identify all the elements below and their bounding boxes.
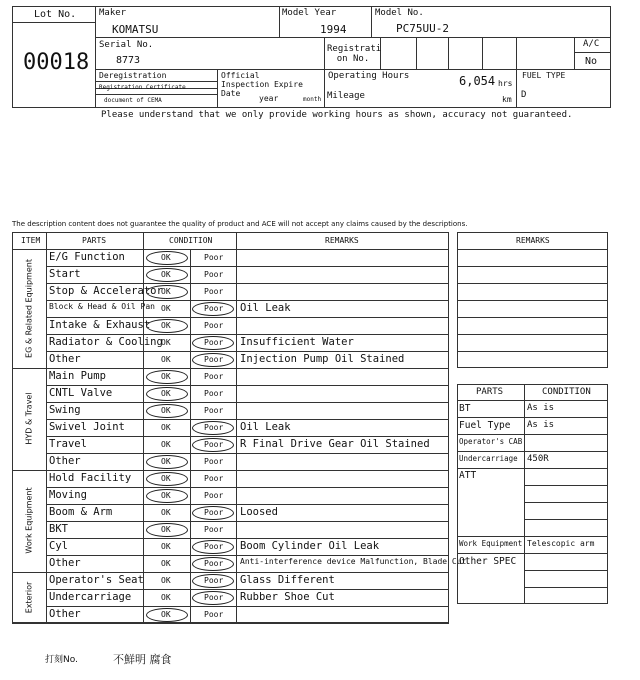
header-divider: [371, 6, 372, 37]
ok-label: OK: [161, 406, 171, 415]
header-divider: [279, 6, 280, 37]
poor-label: Poor: [204, 593, 224, 602]
ok-label: OK: [161, 304, 171, 313]
ok-label: OK: [161, 491, 171, 500]
poor-label: Poor: [204, 253, 224, 262]
parts-line: [457, 451, 608, 452]
dereg-label: Deregistration: [99, 71, 167, 80]
ok-label: OK: [161, 253, 171, 262]
footer-value: 不鮮明 腐食: [113, 653, 172, 666]
parts-line: [457, 536, 608, 537]
part-name: Block & Head & Oil Pan: [49, 302, 155, 311]
ok-selected-mark: [146, 472, 188, 486]
group-label: Exterior: [24, 581, 34, 613]
fuel-type-value: D: [521, 90, 527, 100]
header-divider: [516, 37, 517, 69]
header-divider: [516, 69, 517, 108]
poor-label: Poor: [204, 338, 224, 347]
poor-label: Poor: [204, 389, 224, 398]
ok-label: OK: [161, 593, 171, 602]
part-name: Start: [49, 268, 81, 280]
poor-selected-mark: [192, 540, 234, 554]
poor-label: Poor: [204, 287, 224, 296]
ok-selected-mark: [146, 404, 188, 418]
poor-selected-mark: [192, 506, 234, 520]
header-divider: [95, 81, 217, 82]
lot-label: Lot No.: [34, 9, 77, 20]
header-divider: [217, 69, 218, 108]
ok-selected-mark: [146, 489, 188, 503]
remark-text: Injection Pump Oil Stained: [240, 353, 405, 365]
ok-label: OK: [161, 440, 171, 449]
ok-selected-mark: [146, 455, 188, 469]
right-part-name: Operator's CAB: [459, 437, 523, 446]
ok-label: OK: [161, 287, 171, 296]
remarks-line: [457, 300, 608, 301]
ok-selected-mark: [146, 319, 188, 333]
poor-label: Poor: [204, 525, 224, 534]
table-line: [46, 300, 449, 301]
table-line: [46, 606, 449, 607]
ok-label: OK: [161, 542, 171, 551]
ok-label: OK: [161, 457, 171, 466]
serial-value: 8773: [116, 55, 141, 66]
parts-col-header: PARTS: [476, 387, 504, 397]
poor-label: Poor: [204, 576, 224, 585]
poor-label: Poor: [204, 304, 224, 313]
table-line: [12, 623, 449, 624]
table-line: [46, 385, 449, 386]
table-line: [46, 453, 449, 454]
ok-selected-mark: [146, 370, 188, 384]
poor-label: Poor: [204, 610, 224, 619]
table-line: [46, 521, 449, 522]
ok-label: OK: [161, 559, 171, 568]
poor-label: Poor: [204, 542, 224, 551]
part-name: Travel: [49, 438, 87, 450]
ok-label: OK: [161, 338, 171, 347]
poor-selected-mark: [192, 336, 234, 350]
table-line: [12, 249, 449, 250]
poor-selected-mark: [192, 591, 234, 605]
model-no-label: Model No.: [375, 8, 424, 18]
part-name: E/G Function: [49, 251, 125, 263]
part-name: Other: [49, 455, 81, 467]
header-divider: [95, 94, 217, 95]
table-line: [46, 436, 449, 437]
serial-label: Serial No.: [99, 40, 154, 50]
table-line: [12, 572, 449, 573]
part-name: Swing: [49, 404, 81, 416]
remark-text: Glass Different: [240, 574, 335, 586]
fuel-type-label: FUEL TYPE: [522, 71, 566, 80]
remark-text: Loosed: [240, 506, 278, 518]
part-name: Main Pump: [49, 370, 106, 382]
right-part-condition: Telescopic arm: [527, 539, 595, 548]
op-hours-label: Operating Hours: [328, 71, 410, 81]
right-part-name: Other SPEC: [459, 556, 517, 567]
inspection-label: Official Inspection Expire Date: [221, 71, 303, 98]
parts-line: [524, 519, 608, 520]
hrs-unit: hrs: [498, 79, 513, 88]
registration-label: Registrati on No.: [327, 44, 382, 64]
table-line: [236, 232, 237, 623]
header-divider: [95, 6, 96, 108]
poor-selected-mark: [192, 302, 234, 316]
km-unit: km: [502, 95, 512, 104]
header-note: Please understand that we only provide working hours as shown, accuracy not guaranteed.: [101, 110, 573, 120]
parts-line: [457, 400, 608, 401]
ok-selected-mark: [146, 523, 188, 537]
remarks-line: [457, 317, 608, 318]
table-line: [46, 266, 449, 267]
ok-selected-mark: [146, 285, 188, 299]
header-divider: [574, 37, 575, 69]
remark-text: Rubber Shoe Cut: [240, 591, 335, 603]
model-year-label: Model Year: [282, 8, 337, 18]
ok-label: OK: [161, 372, 171, 381]
remarks-line: [457, 266, 608, 267]
maker-value: KOMATSU: [112, 23, 159, 36]
ok-label: OK: [161, 508, 171, 517]
ok-label: OK: [161, 423, 171, 432]
cema-label: document of CEMA: [104, 97, 162, 104]
part-name: Undercarriage: [49, 591, 132, 603]
header-divider: [12, 22, 95, 23]
right-part-name: Fuel Type: [459, 420, 511, 431]
poor-label: Poor: [204, 321, 224, 330]
part-name: Other: [49, 353, 81, 365]
ok-selected-mark: [146, 387, 188, 401]
part-name: BKT: [49, 523, 68, 535]
header-divider: [574, 52, 611, 53]
model-year-value: 1994: [320, 23, 347, 36]
part-name: Cyl: [49, 540, 68, 552]
remarks-line: [457, 334, 608, 335]
poor-label: Poor: [204, 355, 224, 364]
part-name: Boom & Arm: [49, 506, 113, 518]
table-line: [46, 334, 449, 335]
poor-label: Poor: [204, 559, 224, 568]
part-name: Other: [49, 557, 81, 569]
table-line: [46, 317, 449, 318]
remark-text: Oil Leak: [240, 302, 291, 314]
right-part-condition: 450R: [527, 454, 549, 464]
col-remarks: REMARKS: [325, 236, 359, 245]
ok-selected-mark: [146, 608, 188, 622]
header-divider: [324, 69, 325, 108]
table-line: [46, 538, 449, 539]
table-line: [46, 487, 449, 488]
ok-label: OK: [161, 355, 171, 364]
part-name: CNTL Valve: [49, 387, 113, 399]
poor-label: Poor: [204, 406, 224, 415]
group-label: HYD & Travel: [24, 392, 34, 445]
table-line: [46, 419, 449, 420]
month-label: month: [303, 96, 322, 103]
parts-line: [457, 468, 608, 469]
reg-cert-label: Registration Certificate: [99, 84, 186, 91]
ok-label: OK: [161, 525, 171, 534]
op-hours-value: 6,054: [459, 74, 496, 88]
ok-label: OK: [161, 474, 171, 483]
part-name: Radiator & Cooling: [49, 336, 163, 348]
parts-line: [524, 502, 608, 503]
parts-line: [524, 485, 608, 486]
table-line: [12, 470, 449, 471]
col-parts: PARTS: [82, 236, 107, 245]
remark-text: Anti-interference device Malfunction, Blade Cut: [240, 557, 467, 566]
table-line: [46, 351, 449, 352]
poor-selected-mark: [192, 557, 234, 571]
group-label: Work Equipment: [24, 487, 34, 554]
lot-number: 00018: [23, 50, 90, 75]
poor-label: Poor: [204, 423, 224, 432]
remark-text: Insufficient Water: [240, 336, 354, 348]
right-part-name: Undercarriage: [459, 454, 518, 463]
poor-label: Poor: [204, 457, 224, 466]
part-name: Hold Facility: [49, 472, 132, 484]
header-divider: [324, 37, 325, 69]
year-label: year: [259, 94, 279, 103]
ac-label: A/C: [583, 39, 600, 49]
remark-text: Oil Leak: [240, 421, 291, 433]
right-part-name: ATT: [459, 470, 477, 481]
right-part-condition: As is: [527, 420, 555, 430]
poor-label: Poor: [204, 491, 224, 500]
col-condition: CONDITION: [169, 236, 213, 245]
header-divider: [95, 69, 611, 70]
footer-label: 打刻No.: [45, 655, 78, 665]
ok-label: OK: [161, 610, 171, 619]
remark-text: R Final Drive Gear Oil Stained: [240, 438, 430, 450]
parts-line: [524, 570, 608, 571]
ok-selected-mark: [146, 268, 188, 282]
model-no-value: PC75UU-2: [396, 22, 449, 35]
col-item: ITEM: [21, 236, 41, 245]
poor-label: Poor: [204, 270, 224, 279]
right-part-name: BT: [459, 403, 471, 414]
remarks-line: [457, 249, 608, 250]
ac-value: No: [585, 56, 598, 67]
parts-line: [457, 553, 608, 554]
parts-line: [457, 434, 608, 435]
condition-col-header: CONDITION: [542, 387, 591, 397]
header-divider: [482, 37, 483, 69]
right-remarks-title: REMARKS: [516, 236, 550, 245]
part-name: Moving: [49, 489, 87, 501]
remarks-line: [457, 283, 608, 284]
mileage-label: Mileage: [327, 91, 365, 101]
poor-label: Poor: [204, 508, 224, 517]
part-name: Swivel Joint: [49, 421, 125, 433]
table-line: [46, 589, 449, 590]
parts-line: [524, 587, 608, 588]
ok-selected-mark: [146, 251, 188, 265]
ok-label: OK: [161, 576, 171, 585]
part-name: Stop & Accelerator: [49, 285, 163, 297]
header-divider: [95, 37, 611, 38]
part-name: Operator's Seat: [49, 574, 144, 586]
poor-selected-mark: [192, 421, 234, 435]
disclaimer: The description content does not guarantee the quality of product and ACE will not accept any claims caused by the descriptions.: [12, 220, 468, 228]
parts-line: [457, 417, 608, 418]
table-line: [46, 402, 449, 403]
poor-selected-mark: [192, 574, 234, 588]
table-line: [46, 283, 449, 284]
poor-selected-mark: [192, 438, 234, 452]
ok-label: OK: [161, 321, 171, 330]
table-line: [12, 368, 449, 369]
ok-label: OK: [161, 389, 171, 398]
group-label: EG & Related Equipment: [24, 258, 34, 358]
header-divider: [448, 37, 449, 69]
poor-label: Poor: [204, 440, 224, 449]
table-line: [46, 504, 449, 505]
poor-label: Poor: [204, 474, 224, 483]
part-name: Intake & Exhaust: [49, 319, 151, 331]
ok-label: OK: [161, 270, 171, 279]
header-divider: [416, 37, 417, 69]
right-part-name: Work Equipment: [459, 539, 523, 548]
table-line: [46, 232, 47, 623]
part-name: Other: [49, 608, 81, 620]
right-part-condition: As is: [527, 403, 555, 413]
remarks-line: [457, 351, 608, 352]
poor-selected-mark: [192, 353, 234, 367]
maker-label: Maker: [99, 8, 127, 18]
table-line: [46, 555, 449, 556]
poor-label: Poor: [204, 372, 224, 381]
remark-text: Boom Cylinder Oil Leak: [240, 540, 380, 552]
